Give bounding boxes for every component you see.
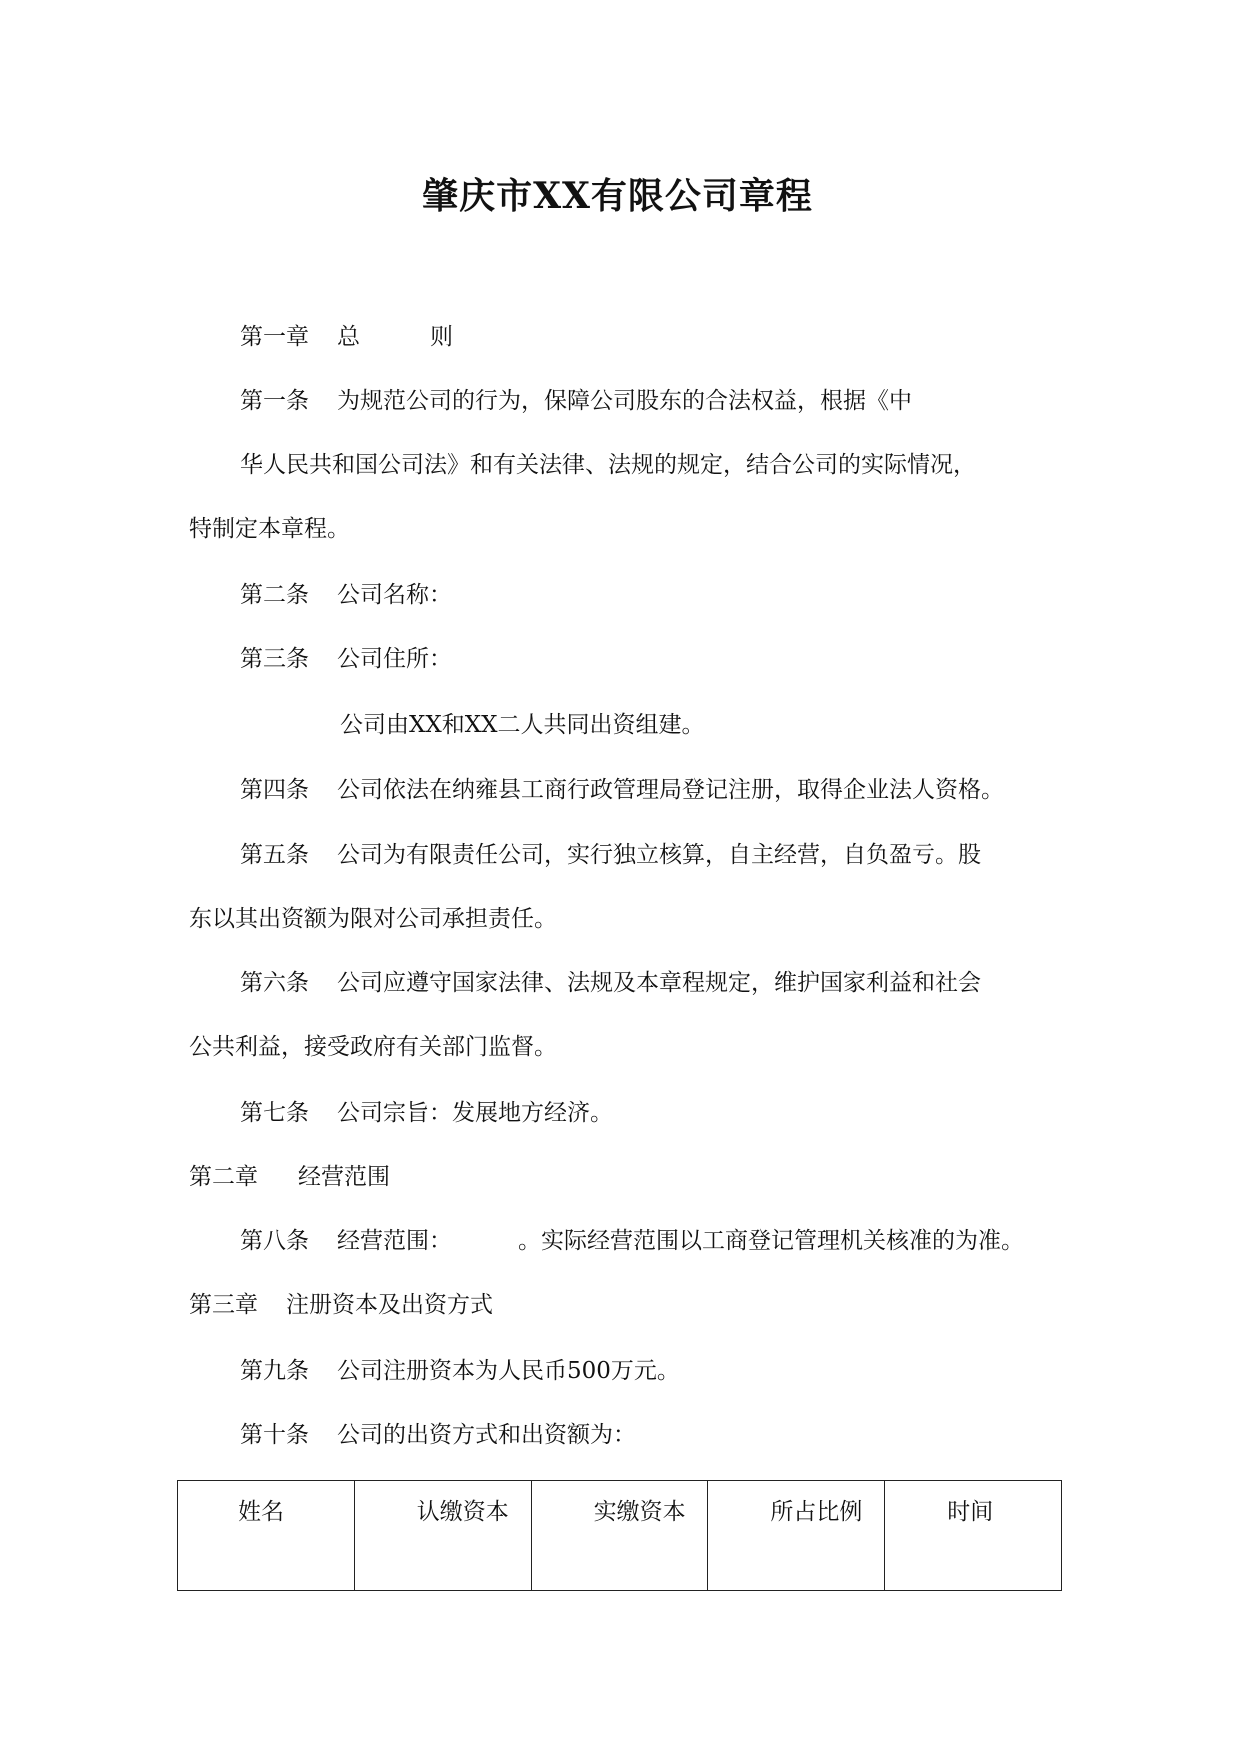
chapter-3-name: 注册资本及出资方式 bbox=[286, 1292, 493, 1318]
article-4-label: 第四条 bbox=[240, 777, 309, 803]
article-9 bbox=[240, 1356, 680, 1386]
chapter-2-name: 经营范围 bbox=[298, 1164, 390, 1190]
header-name: 姓名 bbox=[178, 1481, 355, 1591]
article-6-line-2: 公共利益，接受政府有关部门监督。 bbox=[189, 1034, 557, 1060]
chapter-1-heading bbox=[240, 322, 453, 352]
article-7 bbox=[240, 1098, 613, 1128]
chapter-3-label: 第三章 bbox=[189, 1292, 258, 1318]
header-subscribed-capital: 认缴资本 bbox=[354, 1481, 531, 1591]
article-1-line-2: 华人民共和国公司法》和有关法律、法规的规定，结合公司的实际情况， bbox=[240, 452, 976, 478]
article-5-label: 第五条 bbox=[240, 842, 309, 868]
article-10-text: 公司的出资方式和出资额为： bbox=[337, 1422, 636, 1448]
article-10 bbox=[240, 1420, 636, 1450]
article-9-label: 第九条 bbox=[240, 1358, 309, 1384]
article-9-text: 公司注册资本为人民币500万元。 bbox=[337, 1358, 680, 1384]
header-time: 时间 bbox=[885, 1481, 1062, 1591]
article-5-line-1 bbox=[240, 840, 981, 870]
chapter-2-label: 第二章 bbox=[189, 1164, 258, 1190]
article-3-text: 公司住所： bbox=[337, 646, 452, 672]
article-8-text-a: 经营范围： bbox=[337, 1228, 452, 1254]
article-3 bbox=[240, 644, 452, 674]
table-header-row bbox=[178, 1481, 1062, 1591]
article-3-label: 第三条 bbox=[240, 646, 309, 672]
article-1-line-3: 特制定本章程。 bbox=[189, 516, 350, 542]
header-ratio: 所占比例 bbox=[708, 1481, 885, 1591]
article-4-text: 公司依法在纳雍县工商行政管理局登记注册，取得企业法人资格。 bbox=[337, 777, 1004, 803]
article-5-text-1: 公司为有限责任公司，实行独立核算，自主经营，自负盈亏。股 bbox=[337, 842, 981, 868]
article-10-label: 第十条 bbox=[240, 1422, 309, 1448]
chapter-2-heading bbox=[189, 1162, 390, 1192]
article-4 bbox=[240, 775, 1004, 805]
article-2-label: 第二条 bbox=[240, 582, 309, 608]
document-title: 肇庆市XX有限公司章程 bbox=[422, 175, 813, 217]
article-1-line-1 bbox=[240, 386, 912, 416]
article-6-text-1: 公司应遵守国家法律、法规及本章程规定，维护国家利益和社会 bbox=[337, 970, 981, 996]
article-7-text: 公司宗旨：发展地方经济。 bbox=[337, 1100, 613, 1126]
article-2 bbox=[240, 580, 452, 610]
chapter-1-name-b: 则 bbox=[430, 324, 453, 350]
article-5-line-2: 东以其出资额为限对公司承担责任。 bbox=[189, 906, 557, 932]
article-8 bbox=[240, 1226, 1024, 1256]
article-3-line-2: 公司由XX和XX二人共同出资组建。 bbox=[340, 712, 705, 738]
article-1-text-1: 为规范公司的行为，保障公司股东的合法权益，根据《中 bbox=[337, 388, 912, 414]
article-1-label: 第一条 bbox=[240, 388, 309, 414]
article-6-line-1 bbox=[240, 968, 981, 998]
article-8-text-b: 。实际经营范围以工商登记管理机关核准的为准。 bbox=[518, 1228, 1024, 1254]
chapter-1-name-a: 总 bbox=[337, 324, 360, 350]
capital-contribution-table bbox=[177, 1480, 1062, 1591]
header-paid-in-capital: 实缴资本 bbox=[531, 1481, 708, 1591]
article-2-text: 公司名称： bbox=[337, 582, 452, 608]
article-7-label: 第七条 bbox=[240, 1100, 309, 1126]
chapter-1-label: 第一章 bbox=[240, 324, 309, 350]
chapter-3-heading bbox=[189, 1290, 493, 1320]
article-6-label: 第六条 bbox=[240, 970, 309, 996]
article-8-label: 第八条 bbox=[240, 1228, 309, 1254]
